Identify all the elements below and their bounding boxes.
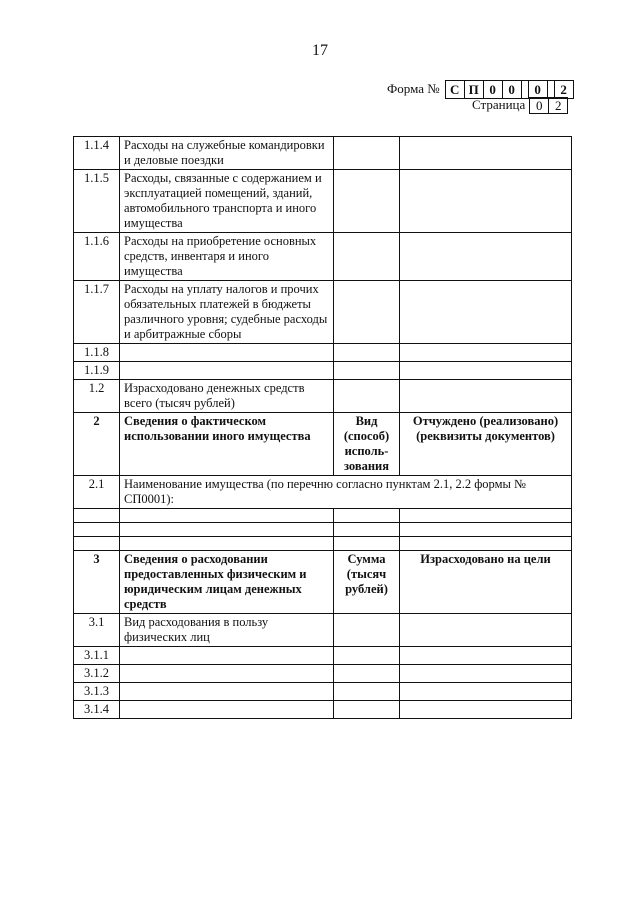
- form-code-cell: 0: [483, 81, 502, 98]
- row-description: Расходы на служебные командировки и деловые поездки: [120, 137, 334, 170]
- row-number: 2.1: [74, 476, 120, 509]
- section-number: 3: [74, 551, 120, 614]
- table-row: [74, 509, 572, 523]
- column-header: Израсходовано на цели: [400, 551, 572, 614]
- row-cell: [334, 614, 400, 647]
- row-cell: [334, 647, 400, 665]
- row-cell: [400, 344, 572, 362]
- row-cell: [400, 137, 572, 170]
- row-number: 1.1.5: [74, 170, 120, 233]
- row-description: [120, 647, 334, 665]
- form-number: [387, 80, 574, 98]
- row-cell: [334, 170, 400, 233]
- row-number: 3.1.2: [74, 665, 120, 683]
- row-description: Расходы на уплату налогов и прочих обязательных платежей в бюджеты различного уровня; судебные расходы и арбитражные сборы: [120, 281, 334, 344]
- row-cell: [334, 137, 400, 170]
- row-number: 3.1.1: [74, 647, 120, 665]
- table-row: [74, 614, 572, 647]
- row-cell: [400, 380, 572, 413]
- table-row: [74, 137, 572, 170]
- row-description: [120, 344, 334, 362]
- section-header-row: [74, 551, 572, 614]
- row-description: Вид расходования в пользу физических лиц: [120, 614, 334, 647]
- row-cell: [74, 523, 120, 537]
- column-header: Вид (способ) исполь- зования: [334, 413, 400, 476]
- page-code-box: [529, 97, 568, 114]
- table-row: [74, 665, 572, 683]
- row-number: 1.2: [74, 380, 120, 413]
- form-code-cell: С: [449, 81, 460, 97]
- row-cell: [120, 537, 334, 551]
- row-description: [120, 683, 334, 701]
- table-row: [74, 344, 572, 362]
- row-cell: [400, 362, 572, 380]
- column-header: Сумма (тысяч рублей): [334, 551, 400, 614]
- table-row: [74, 170, 572, 233]
- row-cell: [400, 281, 572, 344]
- row-description: [120, 362, 334, 380]
- row-description: [120, 701, 334, 719]
- row-cell: [334, 281, 400, 344]
- row-cell: [334, 523, 400, 537]
- row-cell: [334, 683, 400, 701]
- row-cell: [400, 537, 572, 551]
- table-row: [74, 380, 572, 413]
- row-description: Расходы на приобретение основных средств, инвентаря и иного имущества: [120, 233, 334, 281]
- row-cell: [334, 344, 400, 362]
- row-number: 3.1.4: [74, 701, 120, 719]
- page-number: 17: [312, 42, 328, 59]
- table-row: [74, 683, 572, 701]
- row-cell: [334, 537, 400, 551]
- row-description: Израсходовано денежных средств всего (тысяч рублей): [120, 380, 334, 413]
- row-cell: [74, 537, 120, 551]
- section-number: 2: [74, 413, 120, 476]
- table-row: [74, 233, 572, 281]
- form-code-cell: П: [464, 81, 483, 98]
- row-cell: [334, 509, 400, 523]
- row-cell: [334, 380, 400, 413]
- row-description: Расходы, связанные с содержанием и эксплуатацией помещений, зданий, автомобильного транспорта и иного имущества: [120, 170, 334, 233]
- row-cell: [400, 170, 572, 233]
- table-row: [74, 647, 572, 665]
- row-cell: [400, 683, 572, 701]
- table-row: [74, 701, 572, 719]
- table-row: [74, 537, 572, 551]
- report-table: [73, 136, 572, 719]
- table-row: [74, 523, 572, 537]
- table-row: [74, 281, 572, 344]
- form-code-separator: [521, 81, 528, 98]
- row-cell: [400, 647, 572, 665]
- row-number: 1.1.9: [74, 362, 120, 380]
- row-cell: [400, 523, 572, 537]
- row-number: 1.1.6: [74, 233, 120, 281]
- row-cell: [400, 701, 572, 719]
- row-cell: [120, 523, 334, 537]
- row-number: 3.1: [74, 614, 120, 647]
- row-cell: [400, 614, 572, 647]
- row-cell: [334, 233, 400, 281]
- row-cell: [334, 665, 400, 683]
- form-code-separator: [547, 81, 554, 98]
- form-label: Форма №: [387, 81, 440, 96]
- form-code-cell: 0: [528, 81, 547, 98]
- row-cell: [400, 665, 572, 683]
- row-cell: [334, 362, 400, 380]
- column-header: Отчуждено (реализовано) (реквизиты документов): [400, 413, 572, 476]
- row-description: [120, 665, 334, 683]
- table-row: [74, 476, 572, 509]
- row-number: 1.1.8: [74, 344, 120, 362]
- section-header-row: [74, 413, 572, 476]
- row-cell: [400, 233, 572, 281]
- form-code-cell: 0: [502, 81, 521, 98]
- row-number: 1.1.4: [74, 137, 120, 170]
- form-code-cell: 2: [554, 81, 573, 98]
- table-row: [74, 362, 572, 380]
- page-code-cell: 2: [548, 98, 567, 113]
- section-title: Сведения о расходовании предоставленных физическим и юридическим лицам денежных средств: [120, 551, 334, 614]
- row-cell: [120, 509, 334, 523]
- row-description: Наименование имущества (по перечню согласно пунктам 2.1, 2.2 формы № СП0001):: [120, 476, 572, 509]
- row-cell: [400, 509, 572, 523]
- page-label: Страница: [472, 97, 526, 112]
- row-number: 3.1.3: [74, 683, 120, 701]
- row-cell: [334, 701, 400, 719]
- row-number: 1.1.7: [74, 281, 120, 344]
- section-title: Сведения о фактическом использовании иного имущества: [120, 413, 334, 476]
- page-code-cell: 0: [536, 97, 543, 113]
- page-indicator: [472, 97, 568, 113]
- row-cell: [74, 509, 120, 523]
